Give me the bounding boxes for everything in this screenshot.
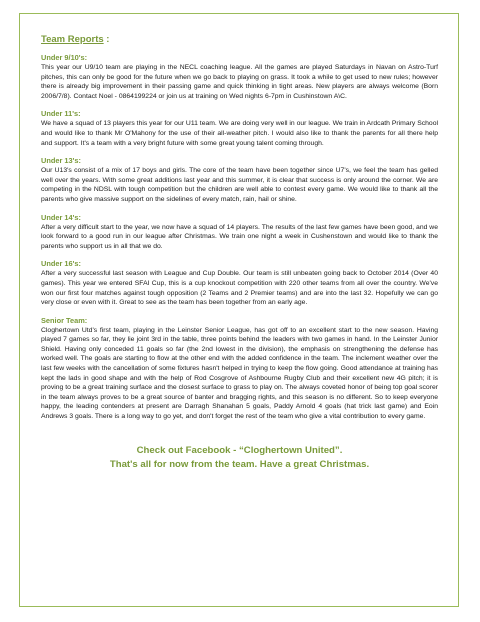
section-heading: Under 14's:: [41, 212, 81, 222]
christmas-greeting: That's all for now from the team. Have a great Christmas.: [109, 459, 370, 471]
section-body: After a very successful last season with League and Cup Double. Our team is still unbeaten going back to October 2014 (Over 40 games). This year we entered SFAI Cup, this is a cup knockout competition with 220 other teams from all over the country. We've won our first four matches against tough opposition (2 Teams and 2 Premier teams) and are into the last 32. Hopefully we can go very close or even with it. Great to see as the team has been together from an early age.: [41, 270, 438, 307]
section-body: Our U13's consist of a mix of 17 boys and girls. The core of the team have been together since U7's, we feel the team has gelled well over the years. With some great additions last year and this summer, it is clear that success is only around the corner. We are competing in the NDSL with tough competition but the children are well able to contest every game. We would like to thank all the parents who give massive support on the sidelines of every match, rain, hail or shine.: [41, 167, 438, 203]
section-heading: Under 9/10's:: [41, 53, 88, 62]
section-under-9-10: [41, 53, 438, 101]
section-under-14: [41, 213, 438, 252]
section-heading: Under 13's:: [41, 156, 81, 166]
section-body: After a very difficult start to the year, we now have a squad of 14 players. The results of the last few games have been good, and we look forward to a good run in our league after Christmas. We train one night a week in Cushenstown and would like to thank the parents who support us in all that we do.: [41, 223, 438, 250]
facebook-callout: Check out Facebook - “Cloghertown United”.: [136, 444, 343, 456]
page-title-suffix: :: [103, 34, 110, 45]
section-heading: Senior Team:: [41, 315, 88, 325]
section-under-13: [41, 156, 438, 204]
section-under-16: [41, 259, 438, 307]
section-body: Cloghertown Utd's first team, playing in the Leinster Senior League, has got off to an excellent start to the new season. Having played 7 games so far, they lie joint 3rd in the table, three points behind the leaders with two games in hand. In the Leinster Junior Shield. Having only conceded 11 goals so far (the 2nd lowest in the division), the emphasis on strengthening the defense has worked well. The goals are starting to flow at the other end with the added confidence in the team. The inclement weather over the last few weeks with the cancellation of some fixtures hasn't helped in trying to keep the flow going. Good attendance at training has kept the lads in good shape and with the help of Rod Cosgrove of Ashbourne Rugby Club and their excellent new 4G pitch; it is proving to be a great training surface and the closest surface to grass to play on. The always coveted honor of being top goal scorer in the team always proves to be a great source of banter and bragging rights, and this season is no different. So to keep everyone happy, the leading contenders at present are Darragh Shanahan 5 goals, Paddy Arnold 4 goals (hat trick last game) and Eoin Andrews 3 goals. There is a long way to go yet, and don't forget the rest of the team who give a vital contribution to every game.: [41, 326, 438, 421]
section-senior-team: [41, 316, 438, 422]
section-body: This year our U9/10 team are playing in the NECL coaching league. All the games are played Saturdays in Navan on Astro-Turf pitches, this can only be good for the future when we go back to playing on grass. It took a while to get used to new rules; however there is already big improvement in their passing game and quick thinking in tight areas. New players are always welcome (Born 2006/7/8). Contact Noel - 0864199224 or join us at training on Wed nights 6-7pm in Cushinstown A\C.: [41, 64, 438, 100]
section-heading: Under 16's:: [41, 259, 81, 269]
page-title-text: Team Reports: [41, 34, 104, 45]
page-title: [41, 34, 438, 46]
section-body: We have a squad of 13 players this year for our U11 team. We are doing very well in our league. We train in Ardcath Primary School and would like to thank Mr O'Mahony for the use of their all-weather pitch. I would also like to thank the parents for all there help and support. It's a team with a very bright future with some great young talent coming through.: [41, 120, 438, 147]
newsletter-page: [19, 13, 459, 607]
section-under-11: [41, 109, 438, 148]
section-heading: Under 11's:: [41, 109, 81, 119]
closing-message: [41, 444, 438, 473]
